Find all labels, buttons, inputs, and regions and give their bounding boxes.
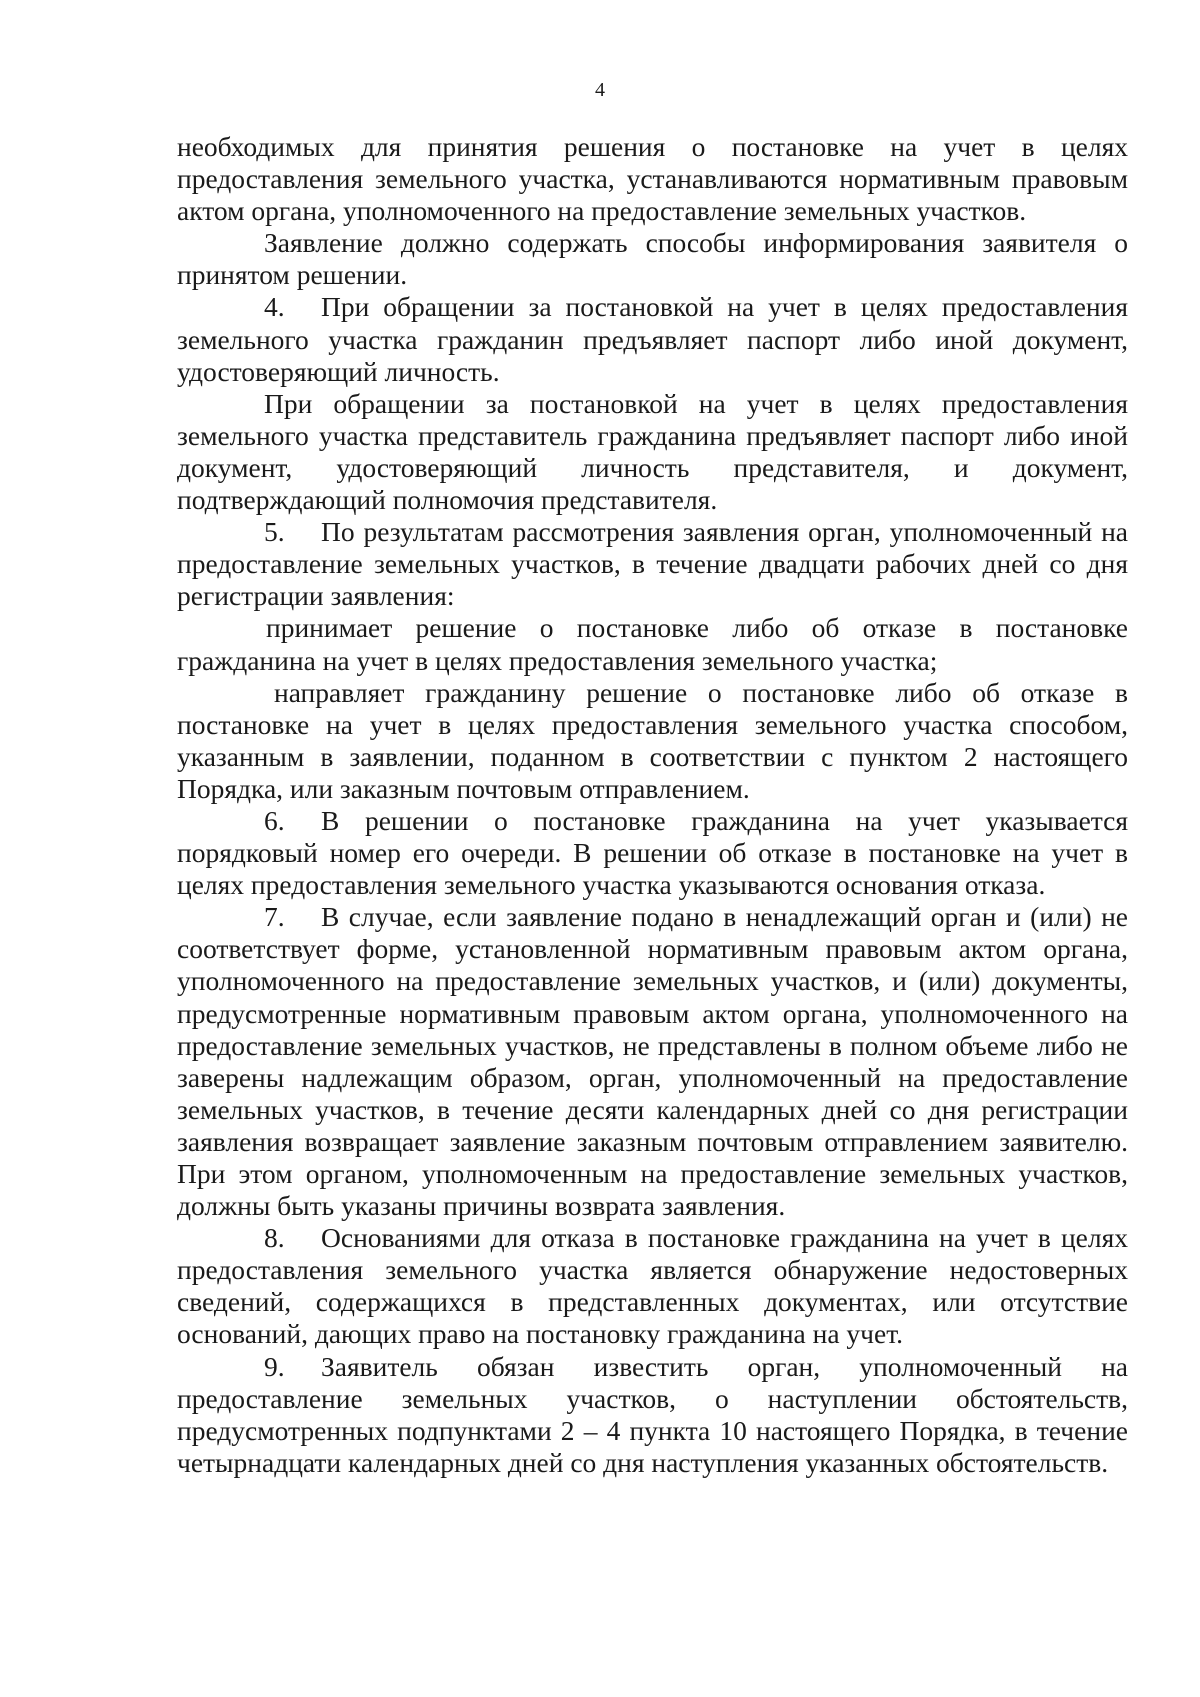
paragraph-item-6 xyxy=(177,805,1128,901)
paragraph-list-send xyxy=(177,677,1128,805)
item-number: 9. xyxy=(264,1350,285,1382)
item-number: 7. xyxy=(264,901,285,933)
item-number: 6. xyxy=(264,804,285,836)
paragraph-text: Заявитель обязан известить орган, уполномоченный на предоставление земельных участков, о наступлении обстоятельств, предусмотренных подпунктами 2 – 4 пункта 10 настоящего Порядка, в течение четырнадцати календарных дней со дня наступления указанных обстоятельств. xyxy=(177,1350,1128,1478)
paragraph-text: При обращении за постановкой на учет в целях предоставления земельного участка гражданин предъявляет паспорт либо иной документ, удостоверяющий личность. xyxy=(177,291,1128,387)
paragraph-representative xyxy=(177,388,1128,516)
paragraph-list-decision xyxy=(177,612,1128,676)
item-number: 8. xyxy=(264,1222,285,1254)
paragraph-text: принимает решение о постановке либо об отказе в постановке гражданина на учет в целях предоставления земельного участка; xyxy=(177,612,1128,676)
paragraph-text: В случае, если заявление подано в ненадлежащий орган и (или) не соответствует форме, установленной нормативным правовым актом органа, уполномоченного на предоставление земельных участков, и (или) документы, предусмотренные нормативным правовым актом органа, уполномоченного на предоставление земельных участков, не представлены в полном объеме либо не заверены надлежащим образом, орган, уполномоченный на предоставление земельных участков, в течение десяти календарных дней со дня регистрации заявления возвращает заявление заказным почтовым отправлением заявителю. При этом органом, уполномоченным на предоставление земельных участков, должны быть указаны причины возврата заявления. xyxy=(177,901,1128,1222)
paragraph-text: По результатам рассмотрения заявления орган, уполномоченный на предоставление земельных участков, в течение двадцати рабочих дней со дня регистрации заявления: xyxy=(177,516,1128,612)
paragraph-item-4 xyxy=(177,291,1128,387)
page-number: 4 xyxy=(595,79,605,101)
paragraph-item-9 xyxy=(177,1351,1128,1479)
document-body xyxy=(177,131,1128,1479)
paragraph-text: При обращении за постановкой на учет в целях предоставления земельного участка представитель гражданина предъявляет паспорт либо иной документ, удостоверяющий личность представителя, и документ, подтверждающий полномочия представителя. xyxy=(177,387,1128,516)
item-number: 4. xyxy=(264,291,285,323)
paragraph-notification-methods xyxy=(177,227,1128,291)
item-number: 5. xyxy=(264,516,285,548)
paragraph-text: Заявление должно содержать способы информирования заявителя о принятом решении. xyxy=(177,227,1128,291)
paragraph-item-7 xyxy=(177,901,1128,1222)
paragraph-continuation xyxy=(177,131,1128,227)
paragraph-item-8 xyxy=(177,1222,1128,1350)
paragraph-text: направляет гражданину решение о постановке либо об отказе в постановке на учет в целях предоставления земельного участка способом, указанным в заявлении, поданном в соответствии с пунктом 2 настоящего Порядка, или заказным почтовым отправлением. xyxy=(177,676,1128,804)
paragraph-text: В решении о постановке гражданина на учет указывается порядковый номер его очереди. В решении об отказе в постановке на учет в целях предоставления земельного участка указываются основания отказа. xyxy=(177,804,1128,901)
paragraph-text: необходимых для принятия решения о постановке на учет в целях предоставления земельного участка, устанавливаются нормативным правовым актом органа, уполномоченного на предоставление земельных участков. xyxy=(177,131,1128,227)
paragraph-text: Основаниями для отказа в постановке гражданина на учет в целях предоставления земельного участка является обнаружение недостоверных сведений, содержащихся в представленных документах, или отсутствие оснований, дающих право на постановку гражданина на учет. xyxy=(177,1222,1128,1350)
paragraph-item-5 xyxy=(177,516,1128,612)
